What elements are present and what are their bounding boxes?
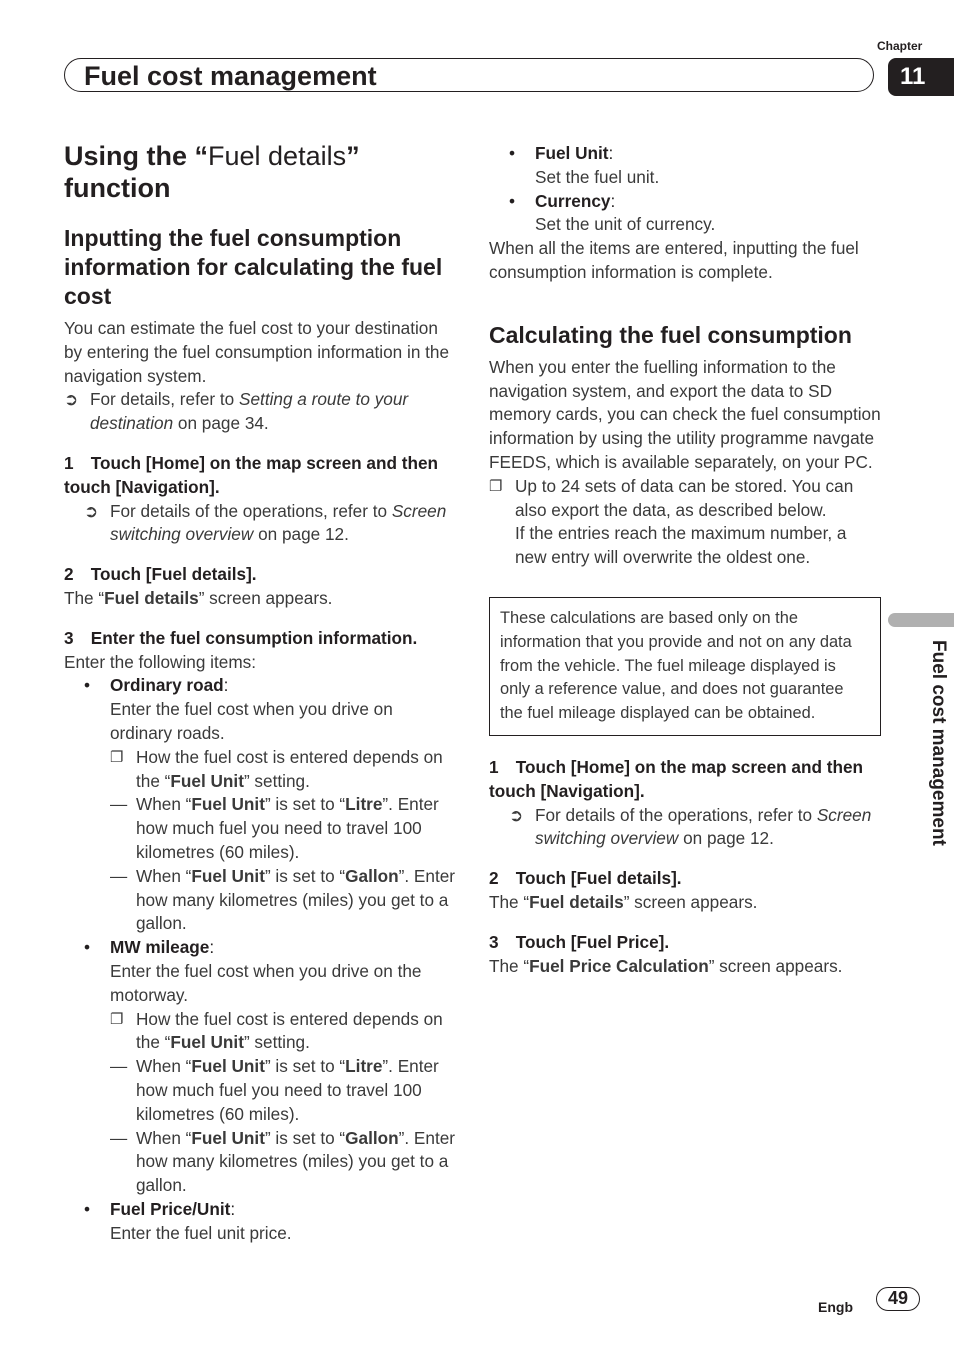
checkbox-icon: ❐ (110, 748, 124, 766)
subsection-title: Inputting the fuel consumption information for calculating the fuel cost (64, 225, 443, 309)
reference-link[interactable]: Screen switching overview (535, 804, 872, 849)
fuel-price-unit-text: Enter the fuel unit price. (110, 1222, 292, 1243)
arrow-icon: ➲ (509, 804, 524, 825)
chapter-label: Chapter (877, 39, 923, 53)
step-2: 2 Touch [Fuel details]. (489, 868, 682, 889)
fuel-unit-text: Set the fuel unit. (535, 166, 660, 187)
list-item-ordinary-road: • Ordinary road : (84, 675, 229, 696)
intro-text: You can estimate the fuel cost to your destination by entering the fuel consumption information in the navigation system. (64, 318, 450, 386)
subsection-title: Calculating the fuel consumption (489, 321, 852, 348)
step-2: 2 Touch [Fuel details]. (64, 564, 257, 585)
reference-note: ➲ For details, refer to Setting a route to your destination on page 34. (64, 388, 456, 436)
left-column (64, 140, 456, 1245)
list-item-fuel-price-unit: • Fuel Price/Unit : (84, 1198, 236, 1219)
step-2-text: The “Fuel details” screen appears. (64, 587, 333, 608)
note: ❐ How the fuel cost is entered depends on the “Fuel Unit” setting. (64, 746, 456, 794)
note: ❐ Up to 24 sets of data can be stored. You can also export the data, as described below. If the entries reach the maximum number, a new entry will overwrite the oldest one. (489, 475, 881, 570)
notice-box: These calculations are based only on the information that you provide and not on any data from the vehicle. The fuel mileage displayed is only a reference value, and does not guarantee the fuel mileage displayed can be obtained. (489, 597, 881, 736)
right-column (489, 142, 881, 978)
list-item-currency: • Currency : (509, 190, 616, 211)
step-2-text: The “Fuel details” screen appears. (489, 891, 758, 912)
note: ❐ How the fuel cost is entered depends on the “Fuel Unit” setting. (64, 1008, 456, 1056)
header-title: Fuel cost management (84, 61, 377, 91)
dash-item: — When “Fuel Unit” is set to “Gallon”. Enter how many kilometres (miles) you get to a gallon. (110, 1127, 456, 1196)
mw-mileage-text: Enter the fuel cost when you drive on the motorway. (110, 960, 422, 1005)
arrow-icon: ➲ (84, 500, 99, 521)
reference-link[interactable]: Screen switching overview (110, 500, 447, 545)
reference-link[interactable]: Setting a route to your destination (90, 389, 409, 434)
reference-note: ➲ For details of the operations, refer to Screen switching overview on page 12. (64, 500, 456, 548)
footer-language: Engb (818, 1299, 853, 1315)
list-item-fuel-unit: • Fuel Unit : (509, 143, 614, 163)
checkbox-icon: ❐ (110, 1010, 124, 1028)
step-3-text: The “Fuel Price Calculation” screen appears. (489, 955, 843, 976)
completion-text: When all the items are entered, inputting the fuel consumption information is complete. (489, 238, 859, 282)
checkbox-icon: ❐ (489, 477, 503, 495)
step-1: 1 Touch [Home] on the map screen and then touch [Navigation]. (64, 452, 439, 497)
dash-item: — When “Fuel Unit” is set to “Litre”. Enter how much fuel you need to travel 100 kilometres (60 miles). (110, 1056, 439, 1124)
dash-item: — When “Fuel Unit” is set to “Gallon”. Enter how many kilometres (miles) you get to a gallon. (110, 865, 456, 934)
list-item-mw-mileage: • MW mileage : (84, 937, 215, 958)
step-3: 3 Enter the fuel consumption information. (64, 627, 418, 648)
arrow-icon: ➲ (64, 389, 79, 410)
side-tab-text: Fuel cost management (928, 640, 949, 846)
ordinary-road-text: Enter the fuel cost when you drive on ordinary roads. (110, 699, 393, 743)
side-tab-marker (888, 613, 954, 627)
paragraph: When you enter the fuelling information to the navigation system, and export the data to SD memory cards, you can check the fuel consumption information by using the utility programme navgate FEEDS, which is available separately, on your PC. (489, 356, 881, 472)
dash-item: — When “Fuel Unit” is set to “Litre”. Enter how much fuel you need to travel 100 kilometres (60 miles). (110, 794, 439, 862)
step-1: 1 Touch [Home] on the map screen and then touch [Navigation]. (489, 756, 864, 801)
page-number: 49 (876, 1287, 920, 1311)
step-3: 3 Touch [Fuel Price]. (489, 931, 670, 952)
chapter-number: 11 (888, 58, 954, 96)
step-3-text: Enter the following items: (64, 651, 257, 672)
reference-note: ➲ For details of the operations, refer to Screen switching overview on page 12. (489, 804, 881, 852)
currency-text: Set the unit of currency. (535, 214, 716, 235)
section-title: Using the “Fuel details” function (64, 141, 360, 203)
